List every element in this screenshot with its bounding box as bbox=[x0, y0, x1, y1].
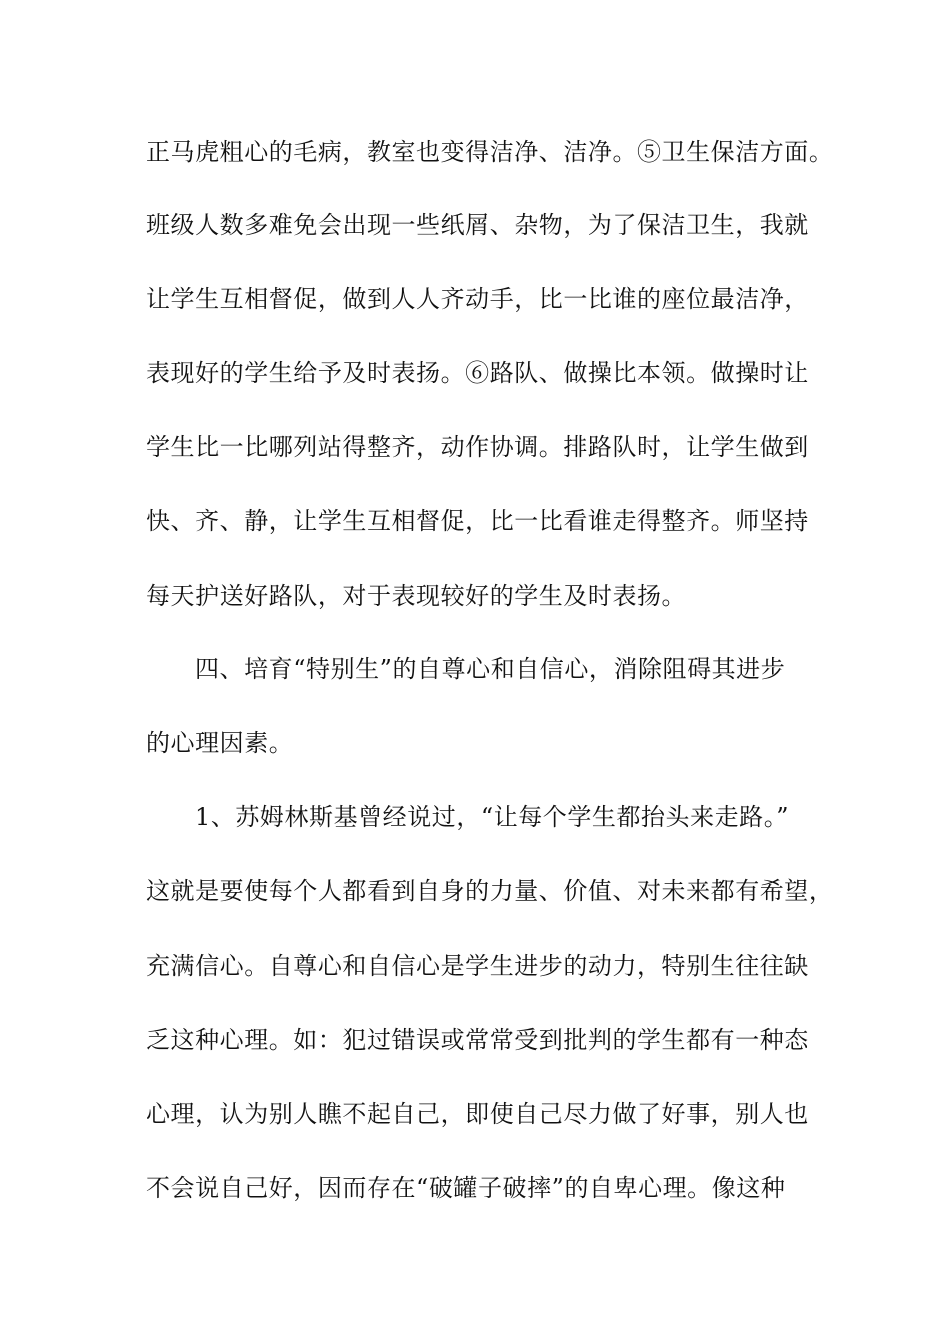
paragraph-line: 快、齐、静，让学生互相督促，比一比看谁走得整齐。师坚持 bbox=[146, 507, 809, 535]
paragraph-line: 这就是要使每个人都看到自身的力量、价值、对未来都有希望， bbox=[146, 877, 834, 905]
paragraph-line: 1、苏姆林斯基曾经说过，“让每个学生都抬头来走路。” bbox=[195, 803, 790, 831]
paragraph-line: 正马虎粗心的毛病，教室也变得洁净、洁净。⑤卫生保洁方面。 bbox=[146, 138, 834, 166]
paragraph-line: 充满信心。自尊心和自信心是学生进步的动力，特别生往往缺 bbox=[146, 952, 809, 980]
paragraph-line: 表现好的学生给予及时表扬。⑥路队、做操比本领。做操时让 bbox=[146, 359, 809, 387]
paragraph-line: 让学生互相督促，做到人人齐动手，比一比谁的座位最洁净， bbox=[146, 285, 809, 313]
paragraph-line: 乏这种心理。如：犯过错误或常常受到批判的学生都有一种态 bbox=[146, 1026, 809, 1054]
paragraph-line: 每天护送好路队，对于表现较好的学生及时表扬。 bbox=[146, 582, 687, 610]
paragraph-line: 不会说自己好，因而存在“破罐子破摔”的自卑心理。像这种 bbox=[146, 1174, 786, 1202]
paragraph-line: 心理，认为别人瞧不起自己，即使自己尽力做了好事，别人也 bbox=[146, 1100, 809, 1128]
paragraph-line: 学生比一比哪列站得整齐，动作协调。排路队时，让学生做到 bbox=[146, 433, 809, 461]
section-heading-line: 的心理因素。 bbox=[146, 729, 294, 757]
paragraph-line: 班级人数多难免会出现一些纸屑、杂物，为了保洁卫生，我就 bbox=[146, 211, 809, 239]
section-heading-line: 四、培育“特别生”的自尊心和自信心，消除阻碍其进步 bbox=[195, 655, 786, 683]
